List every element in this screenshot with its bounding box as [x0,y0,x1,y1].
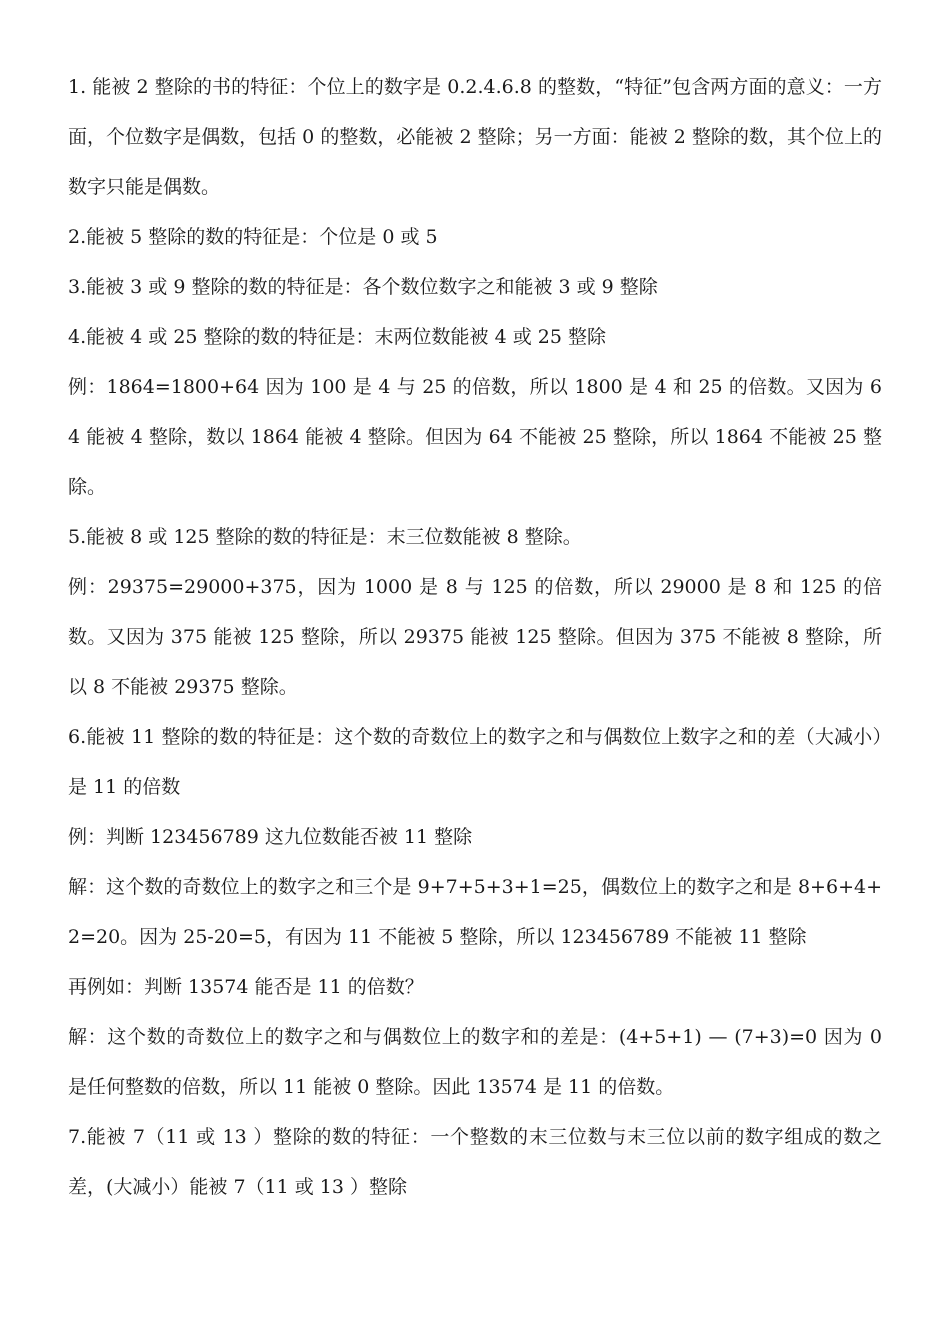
paragraph-divisible-by-7-11-13: 7.能被 7（11 或 13 ）整除的数的特征：一个整数的末三位数与末三位以前的数字组成的数之差，(大减小）能被 7（11 或 13 ）整除 [68,1126,882,1198]
paragraph-example-29375: 例：29375=29000+375，因为 1000 是 8 与 125 的倍数，所以 29000 是 8 和 125 的倍数。又因为 375 能被 125 整除，所以 29375 能被 125 整除。但因为 375 不能被 8 整除，所以 8 不能被 29375 整除。 [68,576,882,698]
paragraph-divisible-by-11: 6.能被 11 整除的数的特征是：这个数的奇数位上的数字之和与偶数位上数字之和的差（大减小）是 11 的倍数 [68,726,882,798]
paragraph-divisible-by-4-or-25: 4.能被 4 或 25 整除的数的特征是：末两位数能被 4 或 25 整除 [68,326,606,348]
paragraph-divisible-by-8-or-125: 5.能被 8 或 125 整除的数的特征是：末三位数能被 8 整除。 [68,526,582,548]
paragraph-divisible-by-3-or-9: 3.能被 3 或 9 整除的数的特征是：各个数位数字之和能被 3 或 9 整除 [68,276,658,298]
document-body [68,62,882,1212]
paragraph-example-13574: 再例如：判断 13574 能否是 11 的倍数？ [68,976,424,998]
paragraph-divisible-by-2: 1. 能被 2 整除的书的特征：个位上的数字是 0.2.4.6.8 的整数，“特征”包含两方面的意义：一方面，个位数字是偶数，包括 0 的整数，必能被 2 整除；另一方面：能被 2 整除的数，其个位上的数字只能是偶数。 [68,76,882,198]
paragraph-example-123456789: 例：判断 123456789 这九位数能否被 11 整除 [68,826,473,848]
paragraph-example-1864: 例：1864=1800+64 因为 100 是 4 与 25 的倍数，所以 1800 是 4 和 25 的倍数。又因为 64 能被 4 整除，数以 1864 能被 4 整除。但因为 64 不能被 25 整除，所以 1864 不能被 25 整除。 [68,376,882,498]
paragraph-divisible-by-5: 2.能被 5 整除的数的特征是：个位是 0 或 5 [68,226,438,248]
paragraph-solution-13574: 解：这个数的奇数位上的数字之和与偶数位上的数字和的差是：(4+5+1) — (7+3)=0 因为 0 是任何整数的倍数，所以 11 能被 0 整除。因此 13574 是 11 的倍数。 [68,1026,882,1098]
paragraph-solution-123456789: 解：这个数的奇数位上的数字之和三个是 9+7+5+3+1=25，偶数位上的数字之和是 8+6+4+2=20。因为 25-20=5，有因为 11 不能被 5 整除，所以 123456789 不能被 11 整除 [68,876,882,948]
